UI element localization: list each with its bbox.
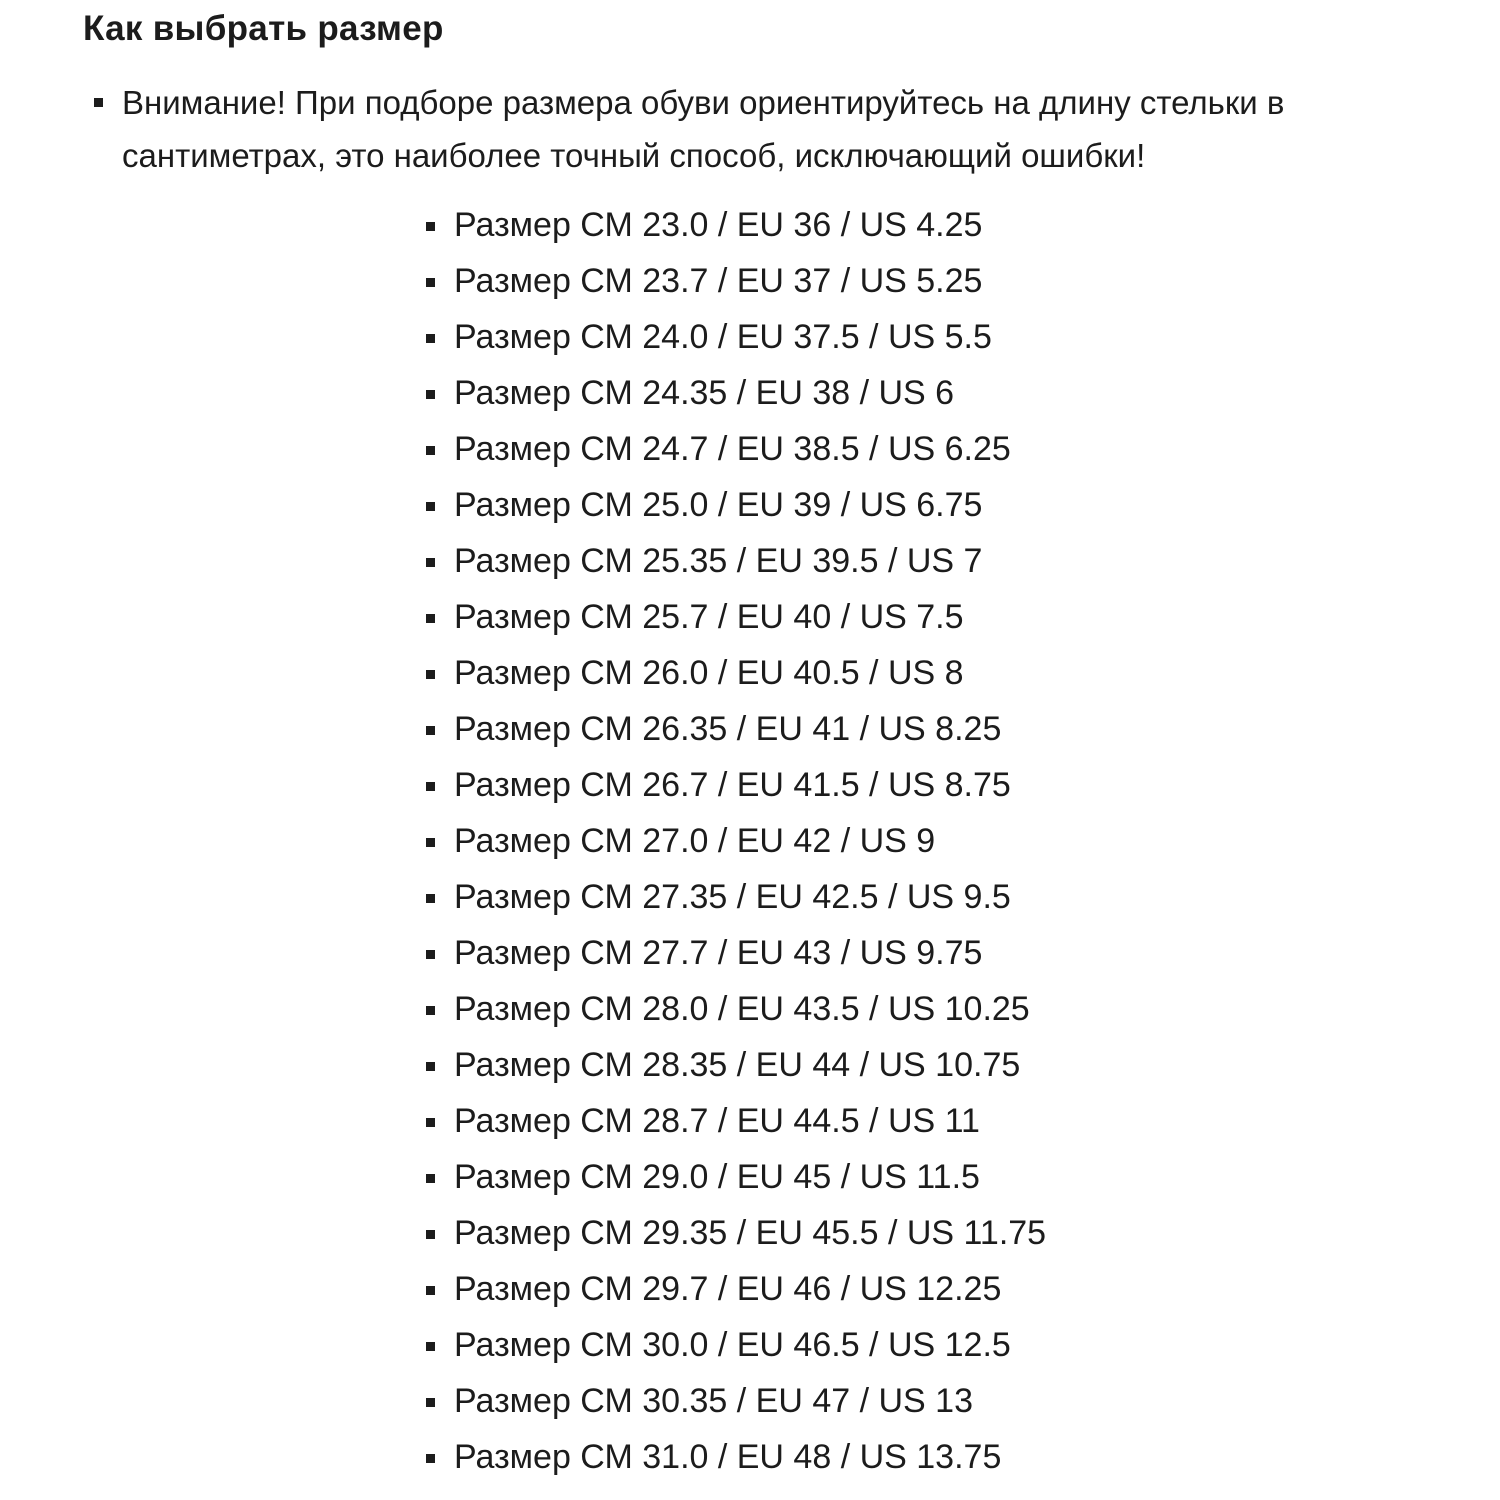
size-list-item <box>0 869 1500 925</box>
size-list-item <box>0 813 1500 869</box>
size-text: Размер СМ 25.35 / EU 39.5 / US 7 <box>454 542 983 580</box>
bullet-icon <box>426 670 435 679</box>
bullet-icon <box>426 782 435 791</box>
size-list-item <box>0 589 1500 645</box>
bullet-icon <box>426 334 435 343</box>
size-list-item <box>0 477 1500 533</box>
size-text: Размер СМ 26.35 / EU 41 / US 8.25 <box>454 710 1002 748</box>
bullet-icon <box>426 1006 435 1015</box>
bullet-icon <box>426 1174 435 1183</box>
bullet-icon <box>426 1398 435 1407</box>
notice-item <box>0 76 1500 182</box>
size-text: Размер СМ 27.35 / EU 42.5 / US 9.5 <box>454 878 1011 916</box>
size-list-item <box>0 421 1500 477</box>
size-text: Размер СМ 27.7 / EU 43 / US 9.75 <box>454 934 983 972</box>
size-text: Размер СМ 23.0 / EU 36 / US 4.25 <box>454 206 983 244</box>
size-list-item <box>0 701 1500 757</box>
size-text: Размер СМ 27.0 / EU 42 / US 9 <box>454 822 936 860</box>
bullet-icon <box>426 894 435 903</box>
size-list-item <box>0 645 1500 701</box>
notice-text: Внимание! При подборе размера обуви ориентируйтесь на длину стельки в сантиметрах, это наиболее точный способ, исключающий ошибки! <box>122 84 1285 174</box>
bullet-icon <box>426 558 435 567</box>
size-text: Размер СМ 28.7 / EU 44.5 / US 11 <box>454 1102 980 1140</box>
size-list-item <box>0 197 1500 253</box>
size-text: Размер СМ 29.7 / EU 46 / US 12.25 <box>454 1270 1002 1308</box>
bullet-icon <box>426 1118 435 1127</box>
size-list-item <box>0 1093 1500 1149</box>
notice-list <box>0 76 1500 182</box>
bullet-icon <box>426 1286 435 1295</box>
bullet-icon <box>426 838 435 847</box>
size-list-item <box>0 365 1500 421</box>
bullet-icon <box>426 1342 435 1351</box>
size-list-item <box>0 253 1500 309</box>
bullet-icon <box>426 446 435 455</box>
bullet-icon <box>426 1062 435 1071</box>
size-text: Размер СМ 25.0 / EU 39 / US 6.75 <box>454 486 983 524</box>
bullet-icon <box>426 1454 435 1463</box>
size-text: Размер СМ 26.0 / EU 40.5 / US 8 <box>454 654 964 692</box>
size-text: Размер СМ 24.7 / EU 38.5 / US 6.25 <box>454 430 1011 468</box>
size-text: Размер СМ 24.0 / EU 37.5 / US 5.5 <box>454 318 992 356</box>
size-text: Размер СМ 26.7 / EU 41.5 / US 8.75 <box>454 766 1011 804</box>
size-list-item <box>0 1261 1500 1317</box>
bullet-icon <box>426 726 435 735</box>
bullet-icon <box>426 278 435 287</box>
size-list-item <box>0 1317 1500 1373</box>
size-text: Размер СМ 30.0 / EU 46.5 / US 12.5 <box>454 1326 1011 1364</box>
size-list <box>0 197 1500 1485</box>
size-list-item <box>0 981 1500 1037</box>
size-text: Размер СМ 30.35 / EU 47 / US 13 <box>454 1382 973 1420</box>
size-list-item <box>0 1149 1500 1205</box>
bullet-icon <box>426 502 435 511</box>
bullet-icon <box>426 1230 435 1239</box>
size-text: Размер СМ 25.7 / EU 40 / US 7.5 <box>454 598 964 636</box>
bullet-icon <box>426 222 435 231</box>
size-text: Размер СМ 24.35 / EU 38 / US 6 <box>454 374 955 412</box>
size-list-item <box>0 1205 1500 1261</box>
bullet-icon <box>426 390 435 399</box>
size-text: Размер СМ 28.35 / EU 44 / US 10.75 <box>454 1046 1021 1084</box>
bullet-icon <box>426 950 435 959</box>
size-list-item <box>0 1373 1500 1429</box>
size-text: Размер СМ 28.0 / EU 43.5 / US 10.25 <box>454 990 1030 1028</box>
size-list-item <box>0 309 1500 365</box>
size-list-item <box>0 1429 1500 1485</box>
size-text: Размер СМ 31.0 / EU 48 / US 13.75 <box>454 1438 1002 1476</box>
size-text: Размер СМ 29.0 / EU 45 / US 11.5 <box>454 1158 980 1196</box>
size-list-item <box>0 925 1500 981</box>
bullet-icon <box>426 614 435 623</box>
size-text: Размер СМ 29.35 / EU 45.5 / US 11.75 <box>454 1214 1047 1252</box>
size-list-item <box>0 757 1500 813</box>
bullet-icon <box>94 98 103 107</box>
size-text: Размер СМ 23.7 / EU 37 / US 5.25 <box>454 262 983 300</box>
page-title: Как выбрать размер <box>83 9 444 48</box>
size-list-item <box>0 1037 1500 1093</box>
size-list-item <box>0 533 1500 589</box>
